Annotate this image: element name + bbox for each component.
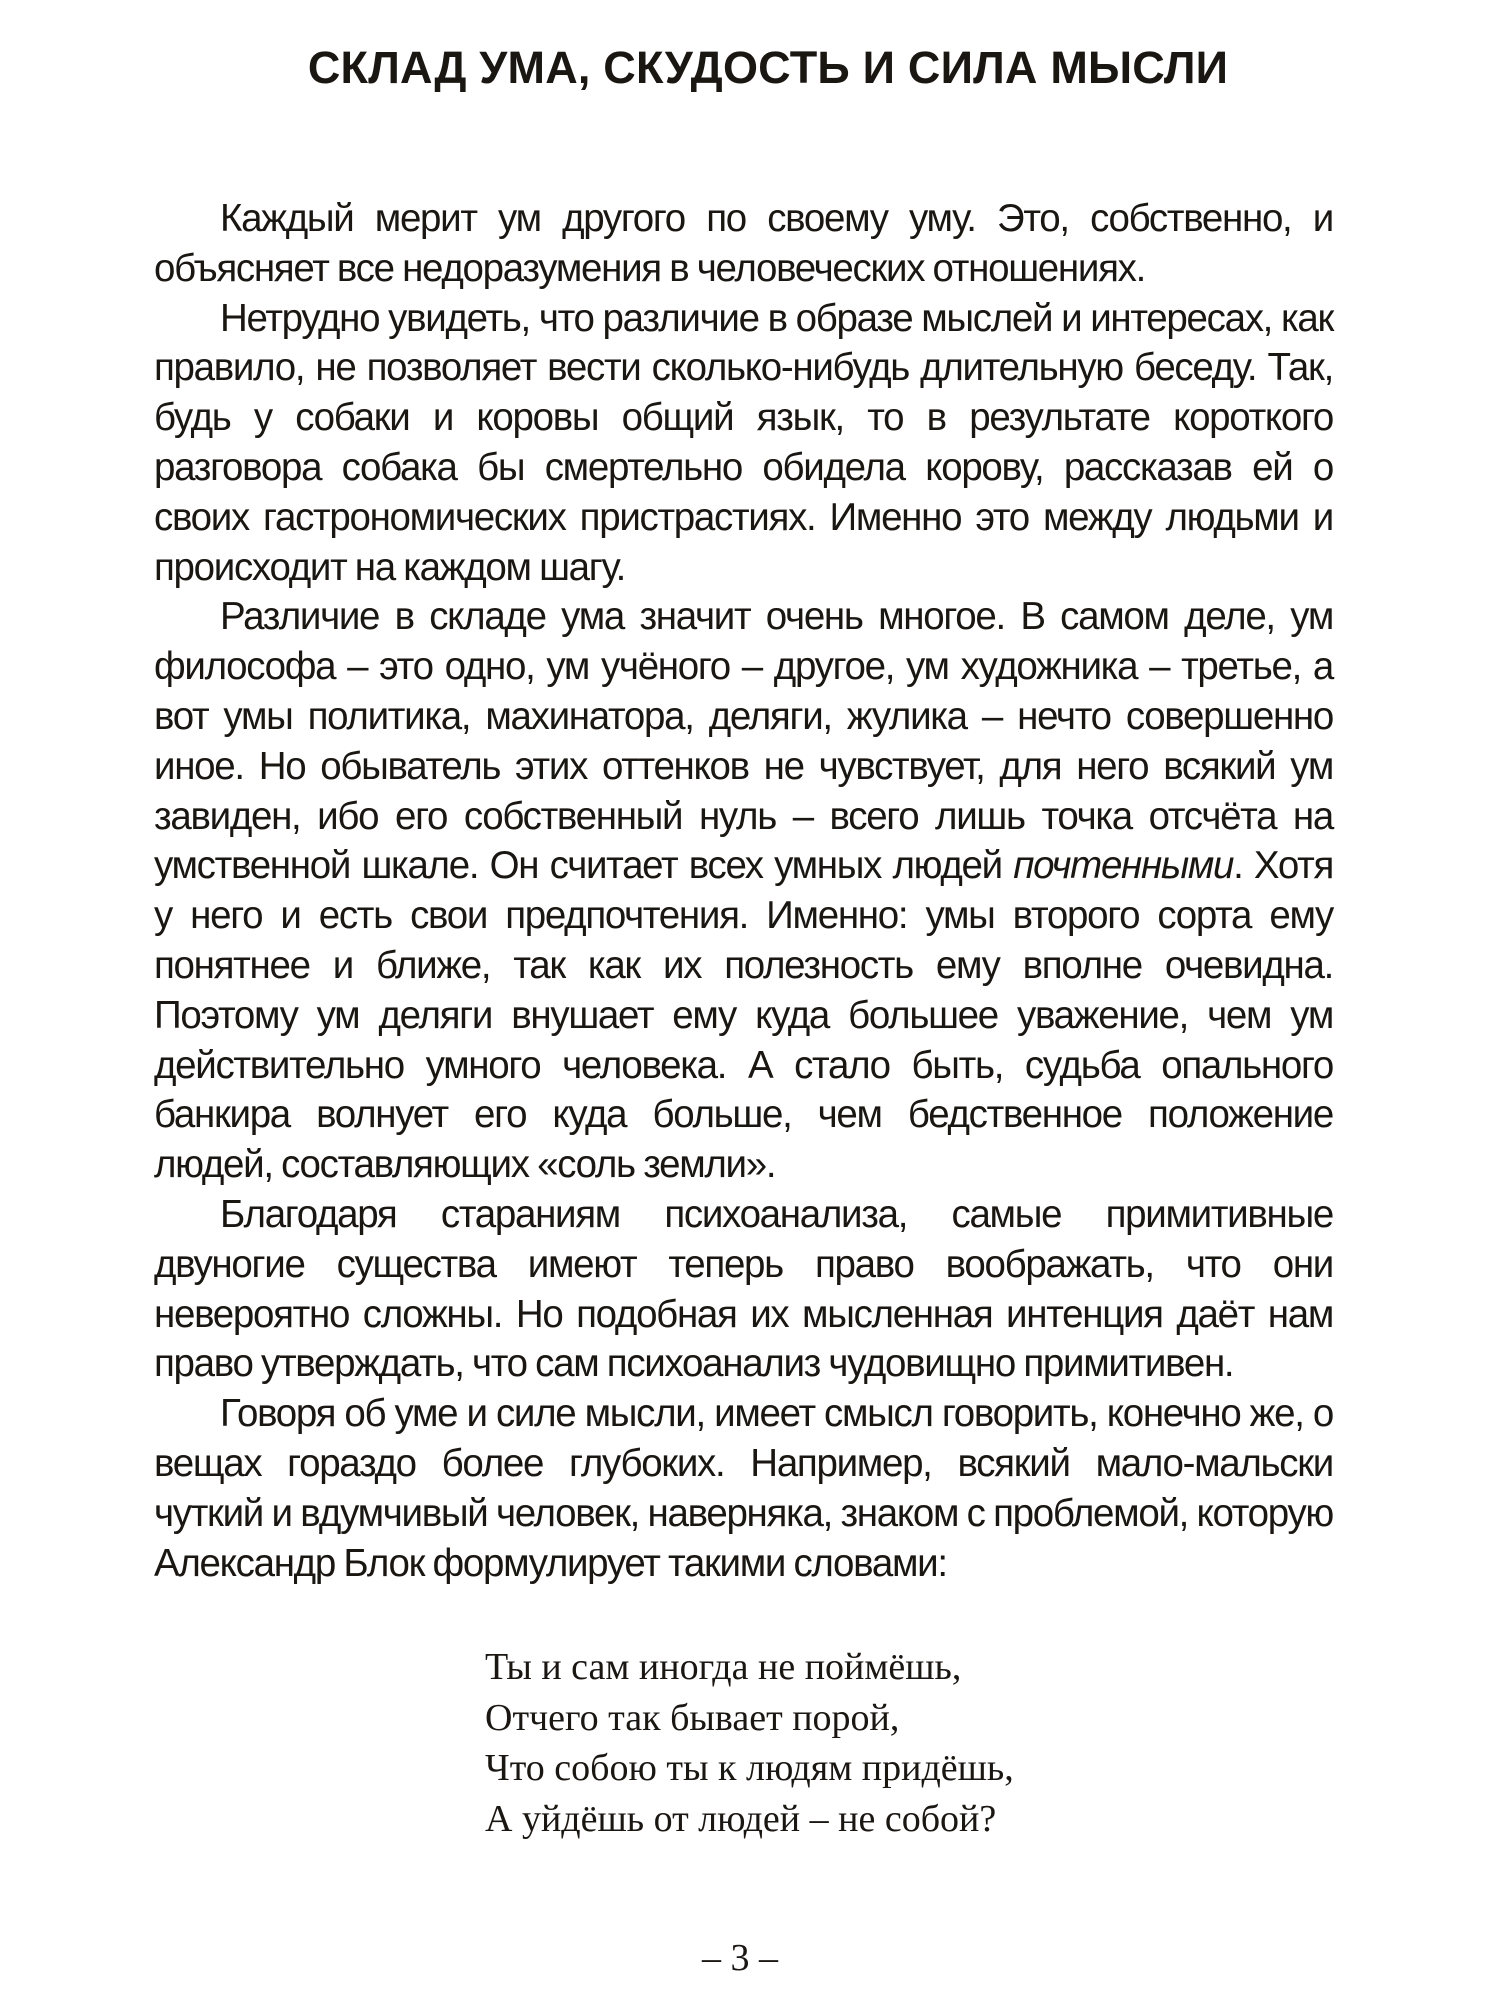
page-number: – 3 – — [702, 1937, 778, 1979]
poem-quote — [485, 1642, 1014, 1844]
italic-emphasis: почтенными — [1013, 844, 1234, 888]
paragraph-1: Каждый мерит ум другого по своему уму. Это, собственно, и объясняет все недоразумения в человеческих отношениях. — [154, 197, 1333, 290]
paragraph-3-start: Различие в складе ума значит очень многое. В самом деле, ум философа – это одно, ум учёного – другое, ум художника – третье, а вот умы политика, махинатора, деляги, жулика – нечто совершенно иное. Но обыватель этих оттенков не чувствует, для него всякий ум завиден, ибо его собственный нуль – всего лишь точка отсчёта на умственной шкале. Он считает всех умных людей — [154, 595, 1333, 888]
poem-line-1: Ты и сам иногда не поймёшь, — [485, 1646, 962, 1688]
paragraph-2: Нетрудно увидеть, что различие в образе мыслей и интересах, как правило, не позволяет вести сколько-нибудь длительную беседу. Так, будь у собаки и коровы общий язык, то в результате короткого разговора собака бы смертельно обидела корову, рассказав ей о своих гастрономических пристрастиях. Именно это между людьми и происходит на каждом шагу. — [154, 296, 1333, 589]
paragraph-3 — [154, 592, 1333, 1190]
paragraph-4: Благодаря стараниям психоанализа, самые примитивные двуногие существа имеют теперь право воображать, что они невероятно сложны. Но подобная их мысленная интенция даёт нам право утверждать, что сам психоанализ чудовищно примитивен. — [154, 1192, 1333, 1386]
body-text — [154, 194, 1333, 1588]
poem-line-3: Что собою ты к людям придёшь, — [485, 1747, 1014, 1789]
paragraph-3-end: . Хотя у него и есть свои предпочтения. Именно: умы второго сорта ему понятнее и ближе, так как их полезность ему вполне очевидна. Поэтому ум деляги внушает ему куда большее уважение, чем ум действительно умного человека. А стало быть, судьба опального банкира волнует его куда больше, чем бедственное положение людей, составляющих «соль земли». — [154, 844, 1333, 1187]
paragraph-5: Говоря об уме и силе мысли, имеет смысл говорить, конечно же, о вещах гораздо более глубоких. Например, всякий мало-мальски чуткий и вдумчивый человек, наверняка, знаком с проблемой, которую Александр Блок формулирует такими словами: — [154, 1392, 1333, 1585]
poem-line-4: А уйдёшь от людей – не собой? — [485, 1797, 997, 1840]
page-title: СКЛАД УМА, СКУДОСТЬ И СИЛА МЫСЛИ — [307, 42, 1229, 93]
poem-line-2: Отчего так бывает порой, — [485, 1696, 900, 1739]
